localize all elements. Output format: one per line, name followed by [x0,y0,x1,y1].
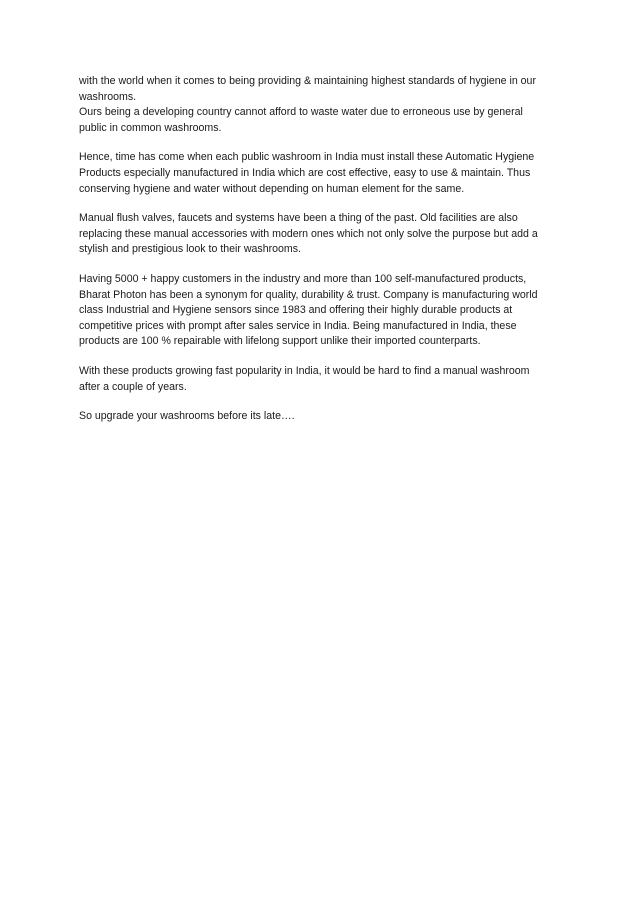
text-line: stylish and prestigious look to their washrooms. [79,243,301,256]
text-line: Products especially manufactured in India which are cost effective, easy to use & maintain. Thus [79,166,531,179]
text-line: conserving hygiene and water without depending on human element for the same. [79,182,465,195]
text-line: With these products growing fast popularity in India, it would be hard to find a manual washroom [79,364,530,377]
text-line: Having 5000 + happy customers in the industry and more than 100 self-manufactured products, [79,272,527,285]
text-line: products are 100 % repairable with lifelong support unlike their imported counterparts. [79,335,481,348]
text-line: public in common washrooms. [79,121,222,134]
text-line: with the world when it comes to being providing & maintaining highest standards of hygiene in our [79,75,536,87]
text-line: Ours being a developing country cannot afford to waste water due to erroneous use by general [79,106,523,119]
paragraph-hygiene-standards [79,74,569,136]
document-body [79,74,569,439]
text-line: So upgrade your washrooms before its late…. [79,410,295,423]
text-line: Hence, time has come when each public washroom in India must install these Automatic Hygiene [79,151,535,164]
text-line: Bharat Photon has been a synonym for quality, durability & trust. Company is manufacturing world [79,288,538,301]
text-line: class Industrial and Hygiene sensors since 1983 and offering their highly durable products at [79,304,513,317]
paragraph-company-profile [79,272,569,350]
text-line: Manual flush valves, faucets and systems have been a thing of the past. Old facilities are also [79,212,518,225]
text-line: after a couple of years. [79,380,187,393]
text-line: replacing these manual accessories with modern ones which not only solve the purpose but add a [79,227,538,240]
paragraph-call-to-action [79,409,569,425]
paragraph-manual-flush [79,211,569,258]
text-line: competitive prices with prompt after sales service in India. Being manufactured in India, these [79,319,517,332]
paragraph-automatic-products [79,150,569,197]
paragraph-growing-popularity [79,364,569,395]
text-line: washrooms. [79,90,137,103]
